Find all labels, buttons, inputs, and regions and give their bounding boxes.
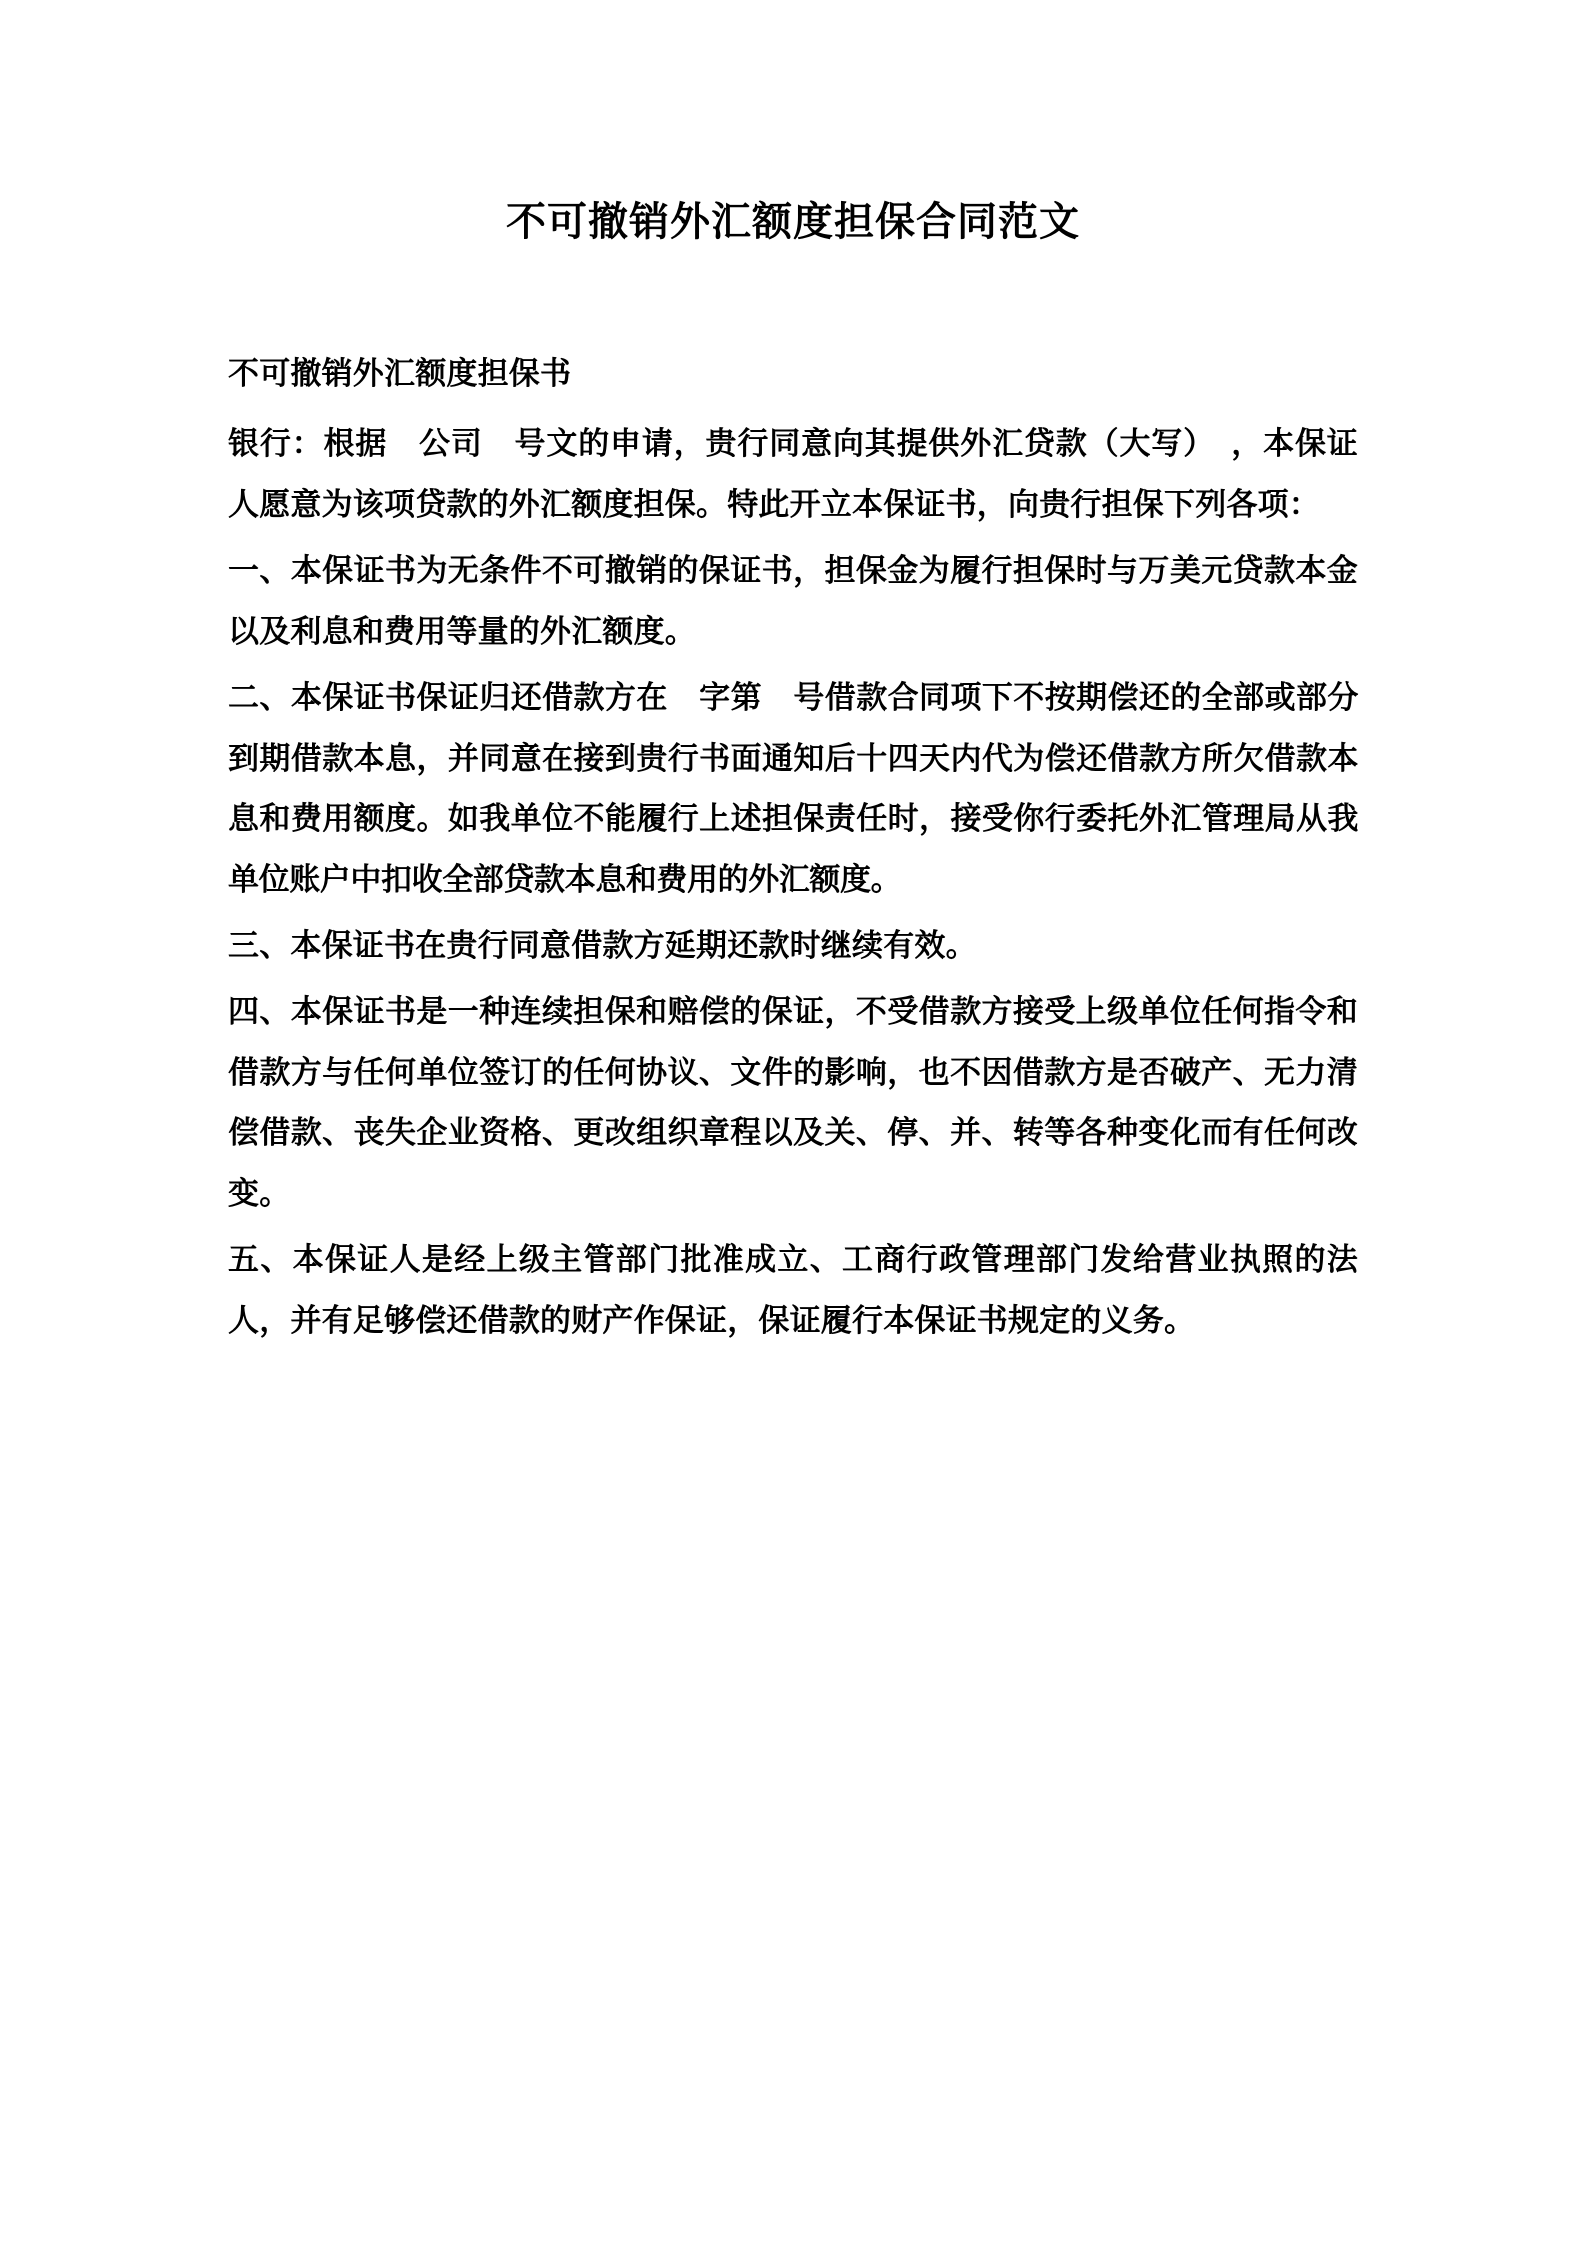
document-body [228,344,1358,1351]
paragraph-preamble: 银行：根据 公司 号文的申请，贵行同意向其提供外汇贷款（大写） ，本保证人愿意为该项贷款的外汇额度担保。特此开立本保证书，向贵行担保下列各项： [228,426,1358,523]
paragraph-clause-5: 五、本保证人是经上级主管部门批准成立、工商行政管理部门发给营业执照的法人，并有足够偿还借款的财产作保证，保证履行本保证书规定的义务。 [228,1242,1358,1339]
paragraph-clause-2: 二、本保证书保证归还借款方在 字第 号借款合同项下不按期偿还的全部或部分到期借款本息，并同意在接到贵行书面通知后十四天内代为偿还借款方所欠借款本息和费用额度。如我单位不能履行上述担保责任时，接受你行委托外汇管理局从我单位账户中扣收全部贷款本息和费用的外汇额度。 [228,680,1358,898]
paragraph-clause-4: 四、本保证书是一种连续担保和赔偿的保证，不受借款方接受上级单位任何指令和借款方与任何单位签订的任何协议、文件的影响，也不因借款方是否破产、无力清偿借款、丧失企业资格、更改组织章程以及关、停、并、转等各种变化而有任何改变。 [228,994,1358,1212]
paragraph-heading-line: 不可撤销外汇额度担保书 [228,356,572,392]
paragraph-clause-1: 一、本保证书为无条件不可撤销的保证书，担保金为履行担保时与万美元贷款本金以及利息和费用等量的外汇额度。 [228,553,1358,650]
page-title: 不可撤销外汇额度担保合同范文 [506,199,1080,245]
paragraph-clause-3: 三、本保证书在贵行同意借款方延期还款时继续有效。 [228,927,977,964]
